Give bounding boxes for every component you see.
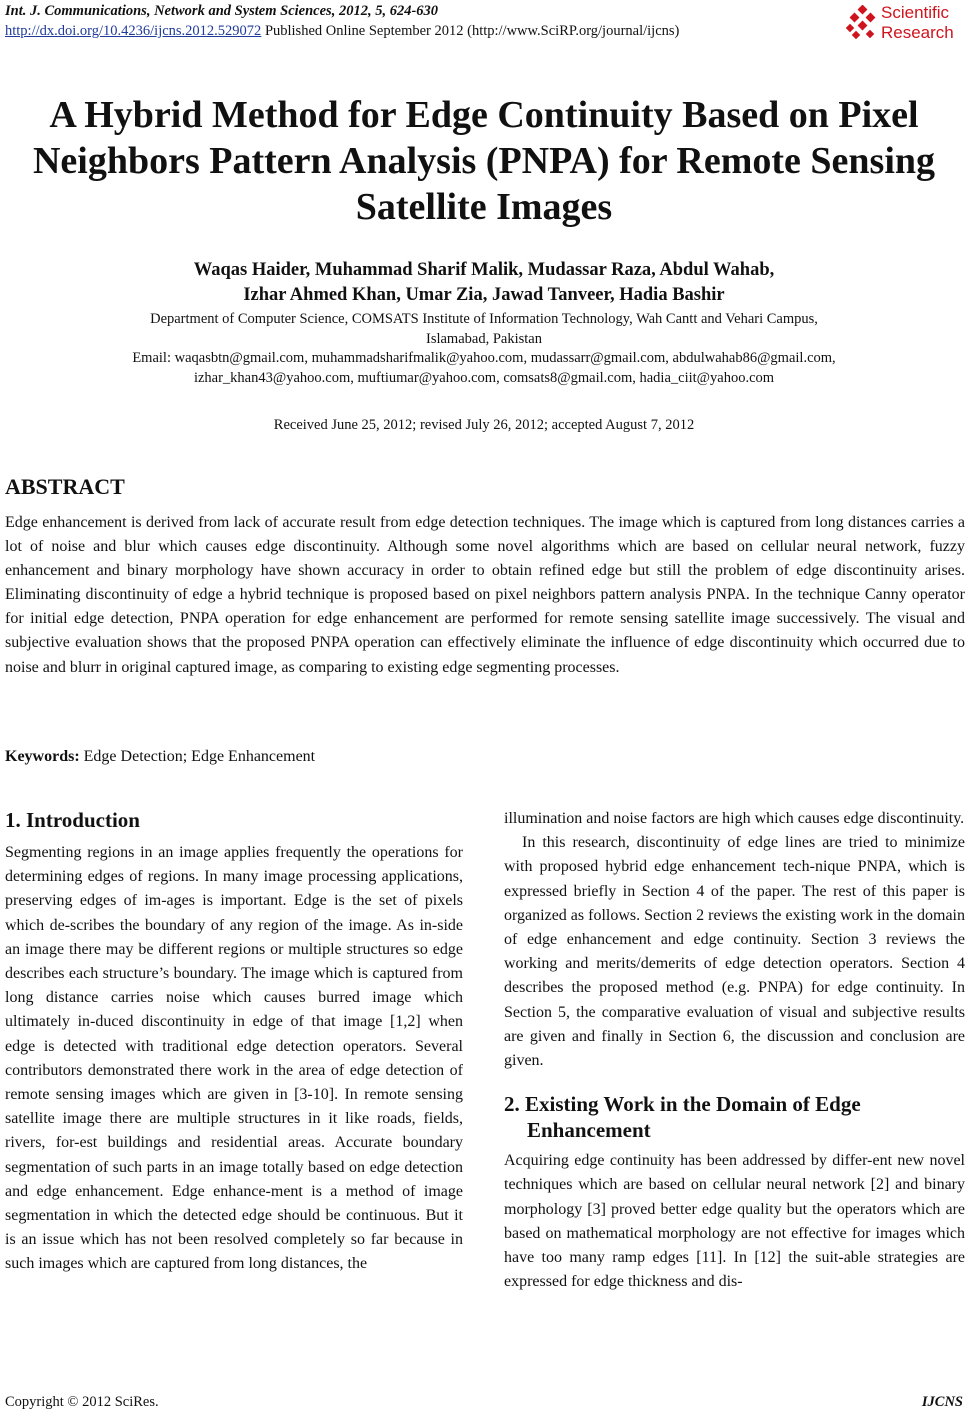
logo-mark-icon (845, 5, 879, 43)
logo-text (881, 3, 954, 43)
journal-volume: , 2012, 5, 624-630 (331, 3, 439, 19)
paper-title-text: A Hybrid Method for Edge Continuity Based on Pixel Neighbors Pattern Analysis (PNPA) for Remote Sensing Satellite Images (32, 94, 936, 228)
keywords-label: Keywords: (5, 748, 80, 765)
authors-line2: Izhar Ahmed Khan, Umar Zia, Jawad Tanveer, Hadia Bashir (243, 285, 725, 305)
left-column (5, 807, 463, 1277)
affiliation-email1: Email: waqasbtn@gmail.com, muhammadsharifmalik@yahoo.com, mudassarr@gmail.com, abdulwahab86@gmail.com, (132, 350, 836, 366)
abstract-heading: ABSTRACT (5, 474, 125, 499)
footer-journal-abbr: IJCNS (921, 1394, 963, 1410)
abstract-text: Edge enhancement is derived from lack of accurate result from edge detection techniques. The image which is captured from long distances carries a lot of noise and blur which causes edge discontinuity. Although some novel algorithms which are based on cellular neural network, fuzzy enhancement and binary morphology have shown accuracy in order to obtain refined edge but still the problem of edge discontinuity arises. Eliminating discontinuity of edge a hybrid technique is proposed based on pixel neighbors pattern analysis PNPA. In the technique Canny operator for initial edge detection, PNPA operation for edge enhancement are performed for remote sensing satellite image successively. The visual and subjective evaluation shows that the proposed PNPA operation can effectively eliminate the influence of edge discontinuity which occurred due to noise and blurr in original captured image, as comparing to existing edge segmenting processes. (5, 514, 965, 676)
journal-name: Int. J. Communications, Network and System Sciences (5, 3, 332, 19)
affiliation-dept: Department of Computer Science, COMSATS Institute of Information Technology, Wah Cantt and Vehari Campus, (150, 311, 818, 327)
affiliation-email2: izhar_khan43@yahoo.com, muftiumar@yahoo.com, comsats8@gmail.com, hadia_ciit@yahoo.com (193, 369, 775, 386)
doi-link[interactable]: http://dx.doi.org/10.4236/ijcns.2012.529072 (5, 23, 262, 39)
existing-work-paragraph: Acquiring edge continuity has been addressed by differ-ent new novel techniques which are based on cellular neural network [2] and binary morphology [3] proved better edge quality but the operators which are based on mathematical morphology are not effective for images which have too many ramp edges [11]. In [12] the suit-able strategies are expressed for edge thickness and dis- (504, 1152, 965, 1291)
author-list (0, 258, 968, 308)
section-heading-existing-work: 2. Existing Work in the Domain of Edge Enhancement (504, 1092, 861, 1143)
section-heading-introduction: 1. Introduction (5, 808, 140, 832)
journal-citation (5, 3, 438, 20)
page-header (5, 3, 963, 47)
footer-copyright: Copyright © 2012 SciRes. (5, 1394, 159, 1410)
affiliation (0, 310, 968, 388)
scientific-research-logo (845, 3, 963, 45)
doi-line (5, 23, 679, 40)
authors-line1: Waqas Haider, Muhammad Sharif Malik, Mudassar Raza, Abdul Wahab, (193, 260, 775, 280)
keywords (5, 748, 315, 766)
keywords-text: Edge Detection; Edge Enhancement (79, 748, 316, 765)
right-column (504, 807, 965, 1294)
affiliation-city: Islamabad, Pakistan (426, 330, 542, 347)
paper-title (0, 92, 968, 230)
received-dates: Received June 25, 2012; revised July 26, 2012; accepted August 7, 2012 (273, 417, 695, 433)
published-online: Published Online September 2012 (http://www.SciRP.org/journal/ijcns) (261, 23, 680, 39)
introduction-paragraph: Segmenting regions in an image applies frequently the operations for determining edges of regions. In many image processing applications, preserving edges of im-ages is important. Edge is the set of pixels which de-scribes the boundary of any region of the image. As in-side an image there may be different regions or multiple structures so edge describes each structure’s boundary. The image which is captured from long distance carries noise which causes burred image which ultimately in-duced discontinuity in edge of that image [1,2] when edge is detected with traditional edge detection operators. Several contributors demonstrated there work in the area of edge detection of remote sensing images which are given in [3-10]. In remote sensing satellite image there are multiple structures in it like roads, fields, rivers, for-est buildings and residential areas. Accurate boundary segmentation of such parts in an image totally based on edge detection and edge enhancement. Edge enhance-ment is a method of image segmentation in which the detected edge should be continuous. But it is an issue which has not been resolved completely so far because in such images which are captured from long distances, the (5, 844, 463, 1273)
logo-line1: Scientific (881, 3, 950, 22)
introduction-paragraph-2: In this research, discontinuity of edge lines are tried to minimize with proposed hybrid edge enhancement tech-nique PNPA, which is expressed briefly in Section 4 of the paper. The rest of this paper is organized as follows. Section 2 reviews the existing work in the domain of edge enhancement and edge continuity. Section 3 reviews the working and merits/demerits of edge detection operators. Section 4 describes the proposed method (e.g. PNPA) for edge continuity. In Section 5, the comparative evaluation of visual and subjective results are given and finally in Section 6, the discussion and conclusion are given. (504, 834, 965, 1070)
introduction-continuation: illumination and noise factors are high which causes edge discontinuity. (504, 810, 965, 827)
logo-line2: Research (881, 23, 954, 42)
